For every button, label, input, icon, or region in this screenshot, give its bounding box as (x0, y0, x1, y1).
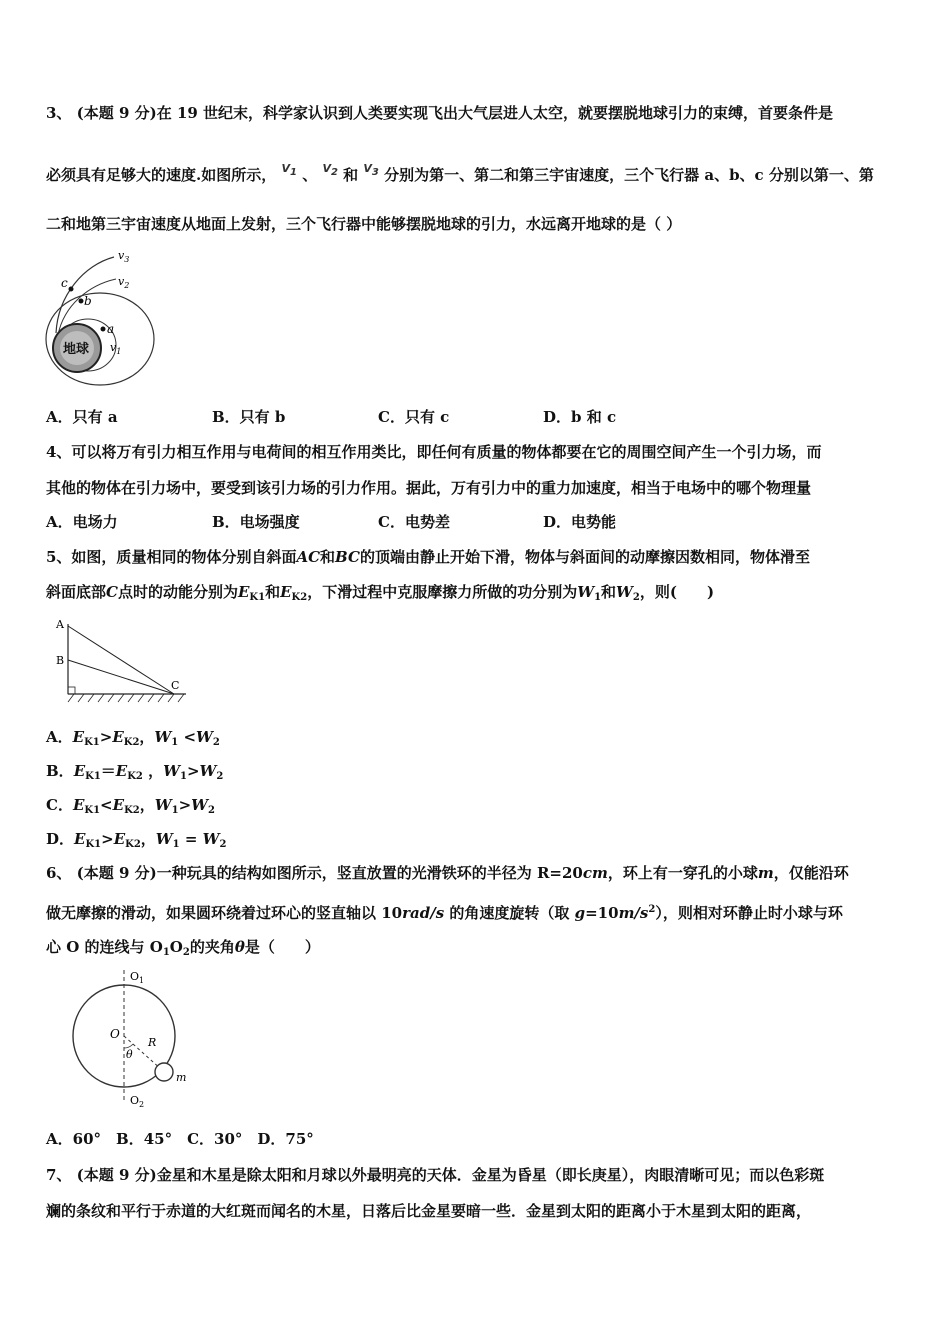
label-B: B (56, 654, 65, 667)
q5-line1: 5、如图，质量相同的物体分别自斜面AC和BC的顶端由静止开始下滑，物体与斜面间的动摩擦因数相同，物体滑至 (46, 548, 810, 566)
q3-option-a: A．只有 a (46, 408, 118, 426)
earth-label: 地球 (63, 342, 90, 357)
q3-line2-text-b: 分别为第一、第二和第三宇宙速度，三个飞行器 a、b、c 分别以第一、第 (384, 166, 874, 184)
label-O2: $O_2$ (130, 1094, 145, 1108)
point-a (101, 327, 106, 332)
incline-ac (68, 626, 174, 694)
q3-option-c: C．只有 c (378, 408, 450, 426)
orbit-figure (44, 245, 164, 390)
q3-line2-text-a: 必须具有足够大的速度.如图所示， (46, 166, 277, 184)
v2-symbol: V2 (322, 162, 338, 178)
label-theta: θ (126, 1048, 133, 1061)
v3-symbol: V3 (363, 162, 379, 178)
label-c: c (61, 276, 68, 290)
q3-line2 (46, 162, 874, 191)
label-C: C (171, 679, 180, 692)
q4-option-d: D．电势能 (543, 513, 617, 531)
q3-option-b: B．只有 b (212, 408, 286, 426)
label-v1: $v_1$ (110, 341, 122, 356)
v1-symbol: V1 (281, 162, 297, 178)
label-a: a (107, 322, 115, 336)
label-v2: $v_2$ (118, 275, 130, 290)
label-O1: $O_1$ (130, 970, 145, 985)
q3-and: 和 (343, 166, 359, 184)
q5-option-d: D．$E_{K1}>E_{K2}$，$W_1 = W_2$ (46, 830, 227, 850)
q3-option-d: D．b 和 c (543, 408, 617, 426)
label-R: R (148, 1036, 157, 1049)
q4-line2: 其他的物体在引力场中，要受到该引力场的引力作用。据此，万有引力中的重力加速度，相当于电场中的哪个物理量 (46, 479, 812, 497)
label-O: O (110, 1027, 120, 1041)
label-A: A (56, 618, 64, 631)
q6-line2: 做无摩擦的滑动，如果圆环绕着过环心的竖直轴以 10rad/s 的角速度旋转（取 $g=10m/s^2$），则相对环静止时小球与环 (46, 904, 843, 922)
q6-line1: 6、 (本题 9 分)一种玩具的结构如图所示，竖直放置的光滑铁环的半径为 R=20cm，环上有一穿孔的小球m，仅能沿环 (46, 864, 849, 882)
q5-option-a: A．$E_{K1}>E_{K2}$，$W_1 <W_2$ (46, 728, 220, 748)
label-m: m (176, 1071, 187, 1084)
q3-sep: 、 (302, 166, 318, 184)
ball-m (155, 1063, 173, 1081)
incline-figure (52, 616, 192, 708)
q4-option-a: A．电场力 (46, 513, 118, 531)
q4-option-b: B．电场强度 (212, 513, 300, 531)
q7-line2: 斓的条纹和平行于赤道的大红斑而闻名的木星，日落后比金星要暗一些．金星到太阳的距离小于木星到太阳的距离， (46, 1202, 812, 1220)
q3-line3: 二和地第三宇宙速度从地面上发射，三个飞行器中能够摆脱地球的引力，水远离开地球的是（ ） (46, 215, 682, 233)
q4-option-c: C．电势差 (378, 513, 450, 531)
q5-option-b: B．$E_{K1}=E_{K2}$ ，$W_1>W_2$ (46, 762, 224, 782)
ground-hatching (68, 694, 184, 702)
label-v3: $v_3$ (118, 249, 130, 264)
label-b: b (84, 294, 92, 308)
q6-options: A．60° B．45° C．30° D．75° (46, 1130, 314, 1148)
right-angle-mark (68, 687, 75, 694)
incline-bc (68, 660, 174, 694)
q4-line1: 4、可以将万有引力相互作用与电荷间的相互作用类比，即任何有质量的物体都要在它的周围空间产生一个引力场，而 (46, 443, 822, 461)
point-b (79, 299, 84, 304)
q5-line2: 斜面底部C点时的动能分别为$E_{K1}$和$E_{K2}$，下滑过程中克服摩擦力所做的功分别为$W_1$和$W_2$，则( ) (46, 583, 715, 603)
q3-line1: 3、 (本题 9 分)在 19 世纪末，科学家认识到人类要实现飞出大气层进人太空，就要摆脱地球引力的束缚，首要条件是 (46, 104, 834, 122)
q6-line3: 心 O 的连线与 $O_1O_2$的夹角θ是（ ） (46, 938, 320, 958)
q7-line1: 7、 (本题 9 分)金星和木星是除太阳和月球以外最明亮的天体．金星为昏星（即长庚星），肉眼清晰可见；而以色彩斑 (46, 1166, 825, 1184)
point-c (69, 287, 74, 292)
ring-figure (66, 966, 196, 1108)
q5-option-c: C．$E_{K1}<E_{K2}$，$W_1>W_2$ (46, 796, 215, 816)
